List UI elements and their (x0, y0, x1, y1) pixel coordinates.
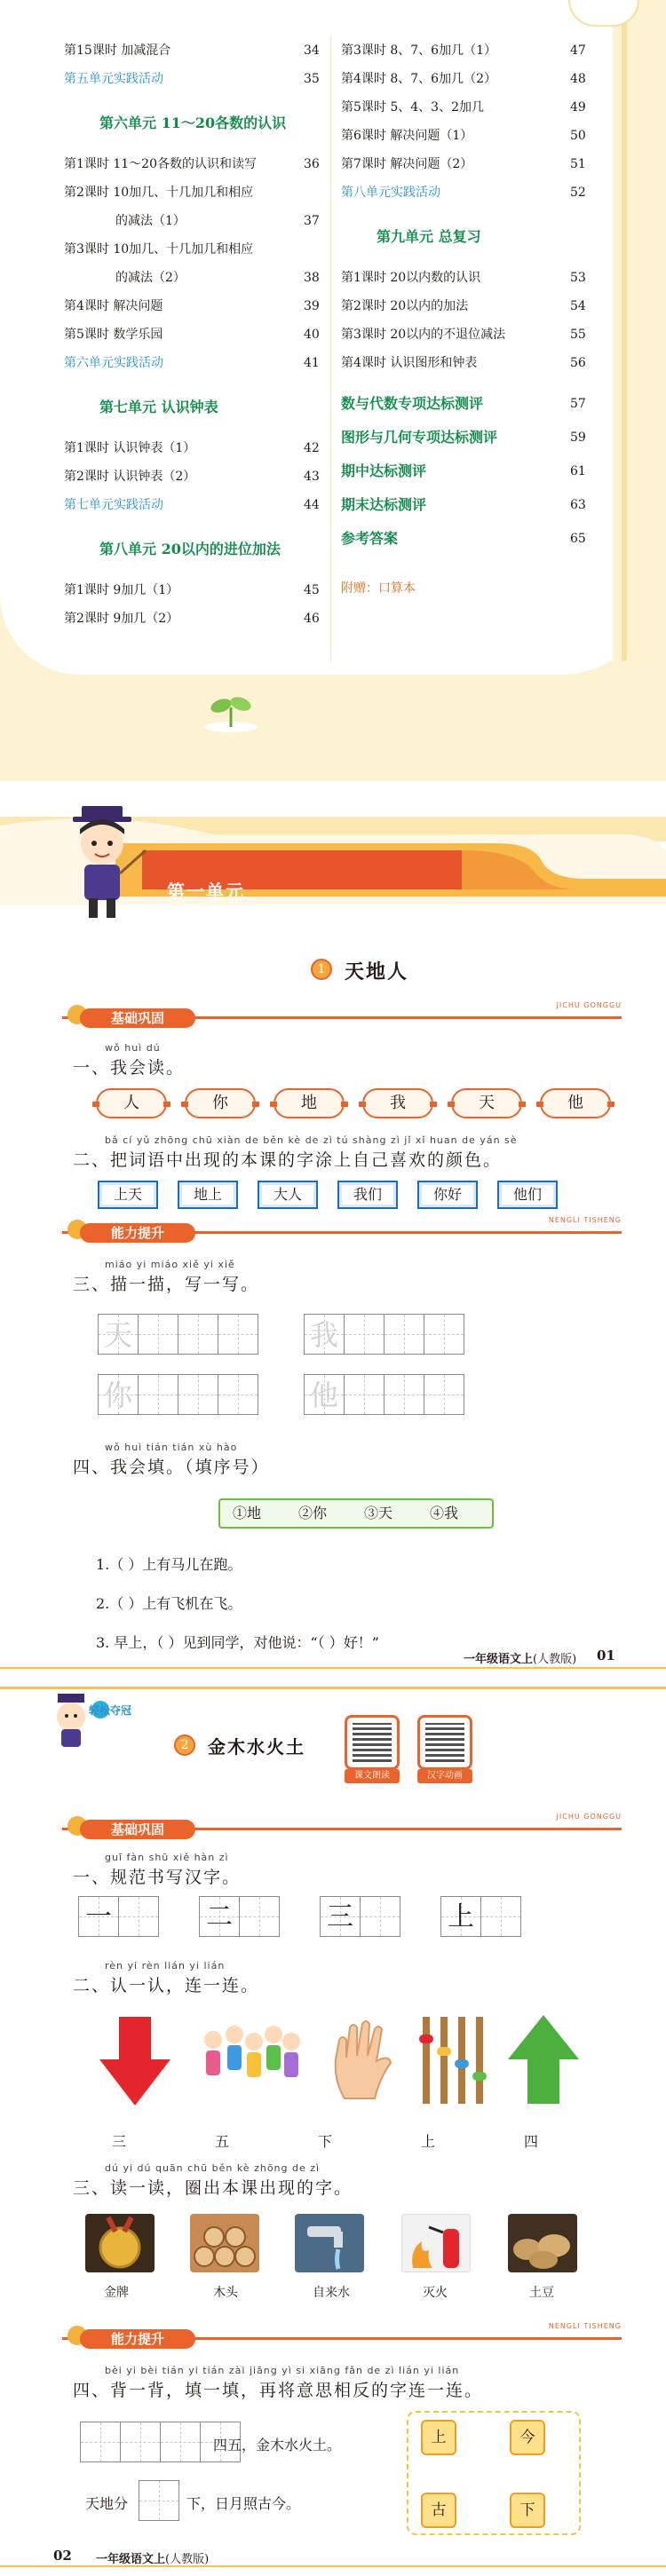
toc-right-stripe (622, 0, 627, 661)
toc-entry-page: 49 (570, 100, 586, 115)
model-char: 一 (85, 1901, 112, 1932)
toc-entry[interactable] (64, 43, 320, 59)
lesson-title: 金木水火土 (208, 1736, 305, 1758)
q2-pinyin: bǎ cí yǔ zhōng chū xiàn de běn kè de zì tú shàng zì jǐ xǐ huan de yán sè (105, 1134, 518, 1146)
qr-code-animation[interactable] (417, 1715, 472, 1781)
toc-entry-label: 第1课时 11～20各数的认识和读写 (64, 157, 257, 171)
trace-char: 你 (103, 1379, 132, 1412)
toc-entry-page: 36 (304, 157, 320, 171)
toc-entry[interactable] (341, 530, 586, 548)
q3-caption[interactable]: 自来水 (313, 2286, 350, 2300)
qr-caption: 课文朗读 (345, 1769, 400, 1783)
toc-entry[interactable] (64, 440, 320, 456)
writing-cell[interactable] (218, 1314, 258, 1355)
q4-options-box (218, 1498, 494, 1529)
section-ability-label: 能力提升 (80, 1223, 195, 1243)
toc-entry-page: 61 (570, 464, 586, 478)
writing-cell[interactable] (360, 1896, 400, 1937)
toc-entry-label: 数与代数专项达标测评 (341, 395, 484, 412)
trace-char: 我 (309, 1318, 338, 1352)
toc-entry[interactable] (115, 270, 320, 286)
section-ability-en: NENGLI TISHENG (548, 2322, 622, 2330)
toc-entry-page: 59 (570, 431, 586, 445)
toc-entry-label: 第5课时 5、4、3、2加几 (341, 100, 484, 115)
toc-entry-page: 52 (570, 186, 586, 200)
writing-cell[interactable] (218, 1374, 258, 1415)
q3-caption[interactable]: 木头 (213, 2286, 238, 2300)
writing-cell[interactable] (98, 1314, 139, 1355)
gold-medal-icon (85, 2214, 155, 2272)
toc-entry-page: 47 (570, 43, 586, 58)
q4-item-1[interactable]: 1.（ ）上有马儿在跑。 (96, 1556, 242, 1573)
toc-entry-label: 图形与几何专项达标测评 (341, 429, 498, 446)
toc-entry-label: 第4课时 8、7、6加几（2） (341, 72, 496, 86)
toc-entry-label: 期末达标测评 (341, 496, 427, 513)
writing-cell[interactable] (199, 1896, 240, 1937)
writing-cell[interactable] (304, 1314, 345, 1355)
qr-caption: 汉字动画 (417, 1769, 472, 1783)
writing-cell[interactable] (178, 1374, 218, 1415)
toc-entry[interactable] (64, 185, 253, 201)
toc-entry-page: 46 (304, 612, 320, 626)
toc-entry-label: 第六单元 11～20各数的认识 (99, 115, 287, 131)
toc-entry-page: 56 (570, 356, 586, 370)
writing-cell[interactable] (344, 1314, 385, 1355)
section-basic-label: 基础巩固 (80, 1820, 195, 1839)
writing-cell[interactable] (424, 1374, 464, 1415)
toc-entry-label: 的减法（1） (115, 214, 186, 228)
toc-entry[interactable] (64, 469, 320, 485)
model-char: 三 (327, 1901, 353, 1932)
writing-cell[interactable] (344, 1374, 385, 1415)
toc-entry[interactable] (64, 327, 320, 343)
toc-entry-label: 第3课时 10加几、十几加几和相应 (64, 242, 254, 257)
section-basic-en: JICHU GONGGU (556, 1813, 622, 1821)
q2-label[interactable]: 下 (318, 2133, 333, 2150)
q2-word-box[interactable]: 你好 (417, 1181, 478, 1209)
toc-entry[interactable] (64, 355, 320, 371)
toc-entry[interactable] (341, 581, 416, 597)
toc-divider (330, 36, 331, 661)
toc-entry-page: 48 (570, 72, 586, 86)
model-char: 二 (206, 1901, 233, 1932)
toc-right-frame (613, 0, 666, 781)
q2-label[interactable]: 五 (215, 2133, 230, 2150)
toc-entry-page: 55 (570, 328, 586, 342)
q4-option: ②你 (298, 1505, 328, 1521)
lesson-title: 天地人 (345, 961, 409, 984)
page-01 (0, 781, 666, 1678)
q1-char-oval[interactable]: 天 (451, 1088, 522, 1118)
logo-mascot-icon (49, 1687, 155, 1749)
q4-choice[interactable]: 古 (421, 2493, 456, 2528)
toc-entry-label: 第七单元 认识钟表 (99, 399, 218, 415)
toc-entry[interactable] (341, 270, 586, 286)
q4-grid-line2[interactable] (139, 2480, 179, 2521)
q2-word-box[interactable]: 上天 (98, 1181, 158, 1209)
toc-page (0, 0, 666, 781)
q3-pinyin: miáo yi miáo xiě yi xiě (105, 1259, 235, 1270)
q1-title: 一、我会读。 (73, 1058, 186, 1078)
q1-writing-grid[interactable] (78, 1896, 159, 1937)
abacus-rods-icon[interactable] (417, 2017, 494, 2104)
toc-entry[interactable] (64, 298, 320, 314)
q1-char-oval[interactable]: 你 (185, 1088, 256, 1118)
q1-writing-grid[interactable] (440, 1896, 521, 1937)
q2-title: 二、把词语中出现的本课的字涂上自己喜欢的颜色。 (73, 1150, 503, 1170)
toc-entry-label: 第2课时 10加几、十几加几和相应 (64, 186, 254, 200)
section-ability-label: 能力提升 (80, 2329, 195, 2349)
toc-entry-page: 51 (570, 157, 586, 171)
q2-title: 二、认一认，连一连。 (73, 1976, 260, 1995)
toc-entry-page: 63 (570, 498, 586, 512)
section-basic-label: 基础巩固 (80, 1008, 195, 1028)
toc-entry-page: 42 (304, 441, 320, 455)
toc-entry-page: 50 (570, 129, 586, 143)
lesson-number-badge: 2 (174, 1734, 195, 1756)
logs-image[interactable] (190, 2214, 259, 2272)
q1-pinyin: guī fàn shū xiě hàn zì (105, 1852, 229, 1863)
q2-label[interactable]: 四 (524, 2133, 539, 2150)
qr-pattern (425, 1723, 464, 1762)
toc-entry[interactable] (99, 115, 286, 132)
toc-entry-label: 第1课时 9加几（1） (64, 583, 179, 597)
toc-entry[interactable] (64, 611, 320, 627)
q2-word-box[interactable]: 大人 (258, 1181, 318, 1209)
q4-item-3[interactable]: 3. 早上，（ ）见到同学，对他说：“（ ）好！” (96, 1634, 379, 1651)
sprout-icon (200, 688, 262, 732)
toc-entry-page: 41 (304, 356, 320, 370)
toc-entry-label: 第1课时 20以内数的认识 (341, 271, 481, 285)
toc-entry-label: 第2课时 20以内的加法 (341, 299, 469, 313)
toc-entry[interactable] (341, 71, 586, 87)
toc-entry-page: 37 (304, 214, 320, 228)
toc-entry[interactable] (341, 355, 586, 371)
toc-entry[interactable] (64, 156, 320, 172)
toc-entry-label: 第2课时 认识钟表（2） (64, 470, 196, 484)
q4-line1-text: 四五，金木水火土。 (213, 2437, 342, 2454)
toc-entry-label: 第7课时 解决问题（2） (341, 157, 473, 171)
mascot-boy-icon (53, 799, 151, 923)
q4-choice[interactable]: 下 (510, 2493, 545, 2528)
lesson-number-badge: 1 (311, 959, 332, 980)
toc-entry-label: 第4课时 认识图形和钟表 (341, 356, 478, 370)
toc-entry-page: 54 (570, 299, 586, 313)
toc-entry-label: 第3课时 20以内的不退位减法 (341, 328, 506, 342)
q1-char-oval[interactable]: 我 (362, 1088, 433, 1118)
potatoes-icon (508, 2214, 577, 2272)
toc-entry-label: 第七单元实践活动 (64, 498, 163, 512)
writing-cell[interactable] (480, 1896, 521, 1937)
trace-char: 他 (309, 1379, 338, 1412)
potatoes-image[interactable] (508, 2214, 577, 2272)
q3-writing-grid[interactable] (98, 1314, 258, 1355)
q4-pinyin: wǒ huì tián tián xù hào (105, 1442, 238, 1453)
q1-char-oval[interactable]: 人 (96, 1088, 167, 1118)
trace-char: 天 (103, 1318, 132, 1352)
toc-entry-page: 34 (304, 43, 320, 58)
toc-entry[interactable] (341, 327, 586, 343)
toc-entry[interactable] (64, 582, 320, 598)
section-basic-bar (62, 1813, 622, 1837)
toc-entry-label: 第八单元实践活动 (341, 186, 440, 200)
toc-entry-label: 的减法（2） (115, 271, 186, 285)
q3-title: 三、读一读，圈出本课出现的字。 (73, 2178, 353, 2198)
toc-entry-page: 53 (570, 271, 586, 285)
faucet-icon (295, 2214, 364, 2272)
q4-title: 四、我会填。（填序号） (73, 1458, 270, 1477)
q1-writing-grid[interactable] (199, 1896, 280, 1937)
toc-entry-label: 第八单元 20以内的进位加法 (99, 541, 281, 557)
q4-pinyin: bèi yi bèi tián yi tián zài jiāng yì si xiāng fǎn de zì lián yi lián (105, 2365, 460, 2376)
q1-writing-grid[interactable] (320, 1896, 400, 1937)
footer-line (0, 1667, 666, 1669)
wood-logs-icon (190, 2214, 259, 2272)
five-children-icon[interactable] (197, 2013, 304, 2102)
writing-cell[interactable] (118, 1896, 159, 1937)
toc-entry-label: 第五单元实践活动 (64, 72, 163, 86)
q1-title: 一、规范书写汉字。 (73, 1868, 242, 1887)
toc-entry-page: 57 (570, 397, 586, 411)
footer-book: 一年级语文上(人教版) (464, 1653, 577, 1666)
footer-page-number: 02 (53, 2548, 72, 2564)
fire-extinguisher-icon (402, 2215, 471, 2272)
q3-writing-grid[interactable] (304, 1374, 464, 1415)
toc-entry[interactable] (341, 298, 586, 314)
section-ability-bar (62, 1216, 622, 1241)
toc-entry[interactable] (341, 185, 586, 201)
q2-label[interactable]: 三 (112, 2133, 127, 2150)
toc-entry-label: 第2课时 9加几（2） (64, 612, 179, 626)
writing-cell[interactable] (440, 1896, 481, 1937)
up-arrow-icon[interactable] (508, 2015, 579, 2104)
toc-entry-label: 第5课时 数学乐园 (64, 328, 163, 342)
section-ability-bar (62, 2322, 622, 2347)
toc-entry-page: 40 (304, 328, 320, 342)
q4-line2-tail: 下，日月照古今。 (186, 2495, 301, 2512)
toc-entry[interactable] (341, 43, 586, 59)
toc-entry-page: 43 (304, 470, 320, 484)
toc-entry[interactable] (341, 128, 586, 144)
writing-cell[interactable] (424, 1314, 464, 1355)
toc-entry-label: 第15课时 加减混合 (64, 43, 171, 58)
toc-entry-label: 第九单元 总复习 (377, 228, 481, 245)
q3-caption[interactable]: 金牌 (104, 2286, 129, 2300)
section-basic-bar (62, 1001, 622, 1026)
q2-word-box[interactable]: 他们 (497, 1181, 558, 1209)
toc-entry[interactable] (341, 462, 586, 480)
q3-pinyin: dú yi dú quān chū běn kè zhōng de zì (105, 2162, 321, 2174)
toc-entry-label: 第1课时 认识钟表（1） (64, 441, 196, 455)
q3-writing-grid[interactable] (98, 1374, 258, 1415)
q4-choice[interactable]: 今 (510, 2420, 545, 2455)
toc-entry[interactable] (341, 99, 586, 115)
toc-entry[interactable] (64, 241, 253, 257)
toc-entry-page: 65 (570, 532, 586, 546)
toc-entry-label: 第6课时 解决问题（1） (341, 129, 473, 143)
q4-line2-head: 天地分 (85, 2495, 129, 2512)
toc-entry[interactable] (64, 71, 320, 87)
q4-item-2[interactable]: 2.（ ）上有飞机在飞。 (96, 1595, 242, 1612)
toc-entry[interactable] (99, 399, 218, 416)
toc-entry-page: 44 (304, 498, 320, 512)
page-02 (0, 1678, 666, 2576)
q1-char-oval[interactable]: 他 (540, 1088, 611, 1118)
toc-entry-label: 第4课时 解决问题 (64, 299, 163, 313)
toc-entry-label: 第六单元实践活动 (64, 356, 163, 370)
q4-choice[interactable]: 上 (421, 2420, 456, 2455)
toc-entry-label: 第3课时 8、7、6加几（1） (341, 43, 496, 58)
unit-title: 第一单元 (167, 881, 245, 902)
footer-book: 一年级语文上(人教版) (96, 2553, 210, 2566)
toc-entry[interactable] (64, 497, 320, 513)
writing-cell[interactable] (384, 1314, 424, 1355)
q3-caption[interactable]: 土豆 (529, 2286, 554, 2300)
footer-page-number: 01 (597, 1648, 615, 1663)
q1-pinyin: wǒ huì dú (105, 1042, 161, 1054)
gold-medal-image[interactable] (85, 2214, 155, 2272)
writing-cell[interactable] (138, 1314, 178, 1355)
faucet-image[interactable] (295, 2214, 364, 2272)
toc-entry-page: 45 (304, 583, 320, 597)
q3-title: 三、描一描，写一写。 (73, 1275, 260, 1294)
toc-entry[interactable] (341, 429, 586, 446)
section-basic-en: JICHU GONGGU (556, 1001, 622, 1009)
q3-writing-grid[interactable] (304, 1314, 464, 1355)
writing-cell[interactable] (78, 1896, 119, 1937)
writing-cell[interactable] (98, 1374, 139, 1415)
model-char: 上 (448, 1901, 474, 1932)
toc-entry[interactable] (99, 541, 281, 558)
down-arrow-icon[interactable] (99, 2017, 170, 2106)
writing-cell[interactable] (178, 1314, 218, 1355)
writing-cell[interactable] (384, 1374, 424, 1415)
writing-cell[interactable] (138, 1374, 178, 1415)
q2-word-box[interactable]: 地上 (178, 1181, 238, 1209)
open-hand-icon[interactable] (327, 2019, 398, 2104)
q4-option: ④我 (430, 1505, 459, 1521)
qr-code-reading[interactable] (345, 1715, 400, 1781)
toc-entry-label: 期中达标测评 (341, 462, 427, 479)
q2-word-box[interactable]: 我们 (337, 1181, 398, 1209)
toc-entry[interactable] (341, 156, 586, 172)
toc-entry-page: 38 (304, 271, 320, 285)
toc-entry[interactable] (115, 213, 320, 229)
toc-entry-page: 39 (304, 299, 320, 313)
writing-cell[interactable] (320, 1896, 361, 1937)
q2-label[interactable]: 上 (421, 2133, 436, 2150)
q2-pinyin: rèn yi rèn lián yi lián (105, 1960, 226, 1972)
section-ability-en: NENGLI TISHENG (548, 1216, 622, 1224)
writing-cell[interactable] (239, 1896, 280, 1937)
toc-entry[interactable] (377, 229, 481, 246)
toc-entry-label: 参考答案 (341, 530, 399, 547)
toc-entry[interactable] (341, 496, 586, 514)
toc-entry-page: 35 (304, 72, 320, 86)
q4-option: ①地 (233, 1505, 262, 1521)
logo-text: 轻松夺冠 (89, 1704, 132, 1717)
toc-entry[interactable] (341, 395, 586, 413)
qr-pattern (353, 1723, 392, 1762)
writing-cell[interactable] (304, 1374, 345, 1415)
toc-entry-label: 附赠：口算本 (341, 581, 416, 596)
q4-option: ③天 (364, 1505, 393, 1521)
q3-caption[interactable]: 灭火 (423, 2286, 448, 2300)
q4-title: 四、背一背，填一填，再将意思相反的字连一连。 (73, 2381, 484, 2400)
q1-char-oval[interactable]: 地 (274, 1088, 345, 1118)
fire-extinguisher-image[interactable] (401, 2214, 471, 2272)
